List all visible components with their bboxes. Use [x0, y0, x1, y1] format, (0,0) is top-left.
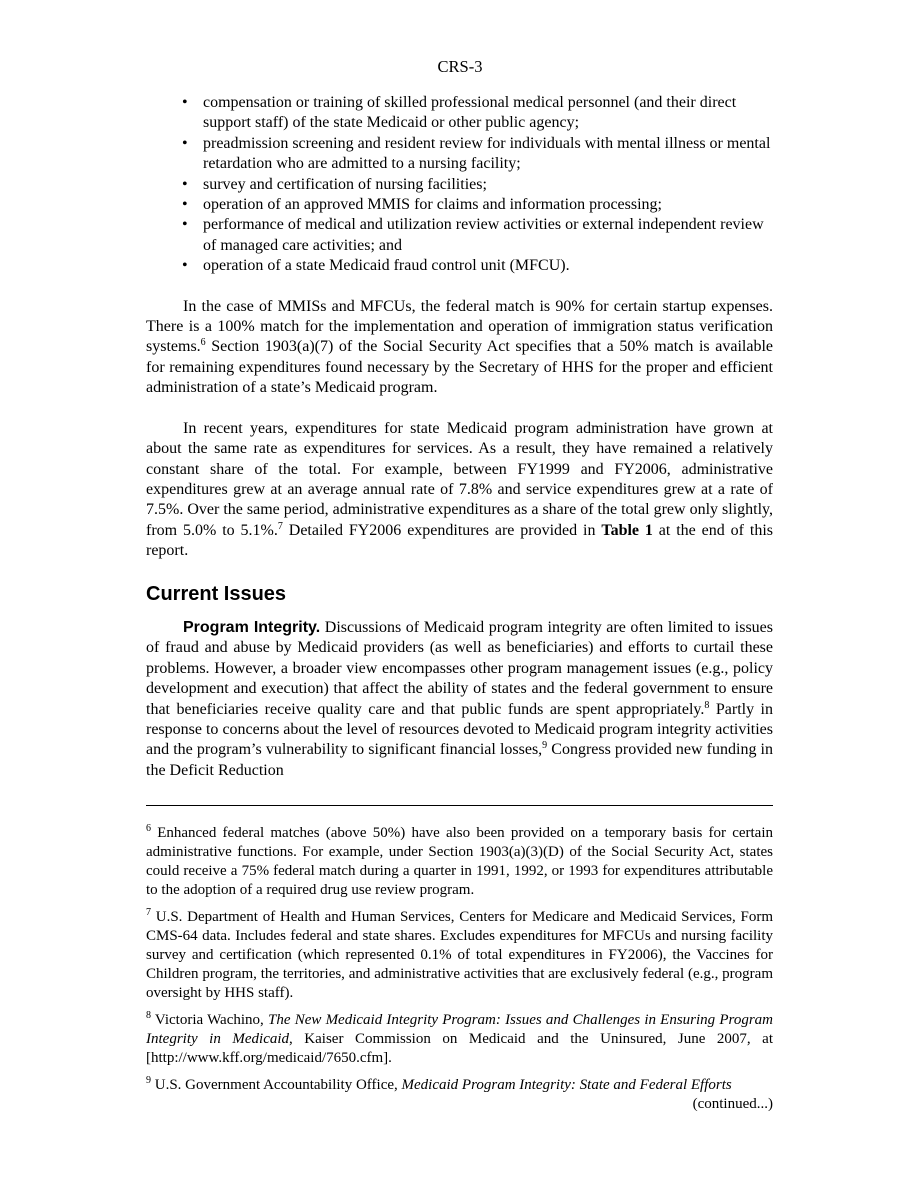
list-item-text: operation of a state Medicaid fraud control unit (MFCU). [203, 257, 570, 275]
footnote-text: Victoria Wachino, [151, 1012, 268, 1028]
list-item-text: preadmission screening and resident review for individuals with mental illness or mental retardation who are admitted to a nursing facility; [203, 134, 771, 173]
footnotes [146, 824, 773, 1114]
paragraph-text: Discussions of Medicaid program integrity are often limited to issues of fraud and abuse by Medicaid providers (as well as beneficiaries) and efforts to curtail these problems. However, a broader view encompasses other program management issues (e.g., policy development and execution) that affect the ability of states and the federal government to ensure that beneficiaries receive quality care and that public funds are spent appropriately. [146, 618, 773, 718]
footnote-9 [146, 1076, 773, 1095]
footnote-6 [146, 824, 773, 900]
footnote-text[interactable]: , Kaiser Commission on Medicaid and the Uninsured, June 2007, at [http://www.kff.org/medicaid/7650.cfm]. [146, 1031, 774, 1066]
list-item-text: operation of an approved MMIS for claims and information processing; [203, 196, 662, 214]
bullet-icon: • [182, 134, 188, 152]
paragraph-text: Congress provided new funding in the Deficit Reduction [146, 741, 773, 779]
list-item [182, 215, 773, 256]
cited-title: The New Medicaid Integrity Program: Issues and Challenges in Ensuring Program Integrity in Medicaid [146, 1012, 773, 1047]
list-item [182, 195, 773, 215]
list-item [182, 175, 773, 195]
footnote-ref-7[interactable]: 7 [277, 520, 283, 532]
footnote-text: U.S. Government Accountability Office, [151, 1077, 402, 1093]
paragraph-text: Partly in response to concerns about the level of resources devoted to Medicaid program integrity activities and the program’s vulnerability to significant financial losses, [146, 700, 774, 759]
paragraph-program-integrity [146, 618, 773, 781]
footnote-ref-8[interactable]: 8 [704, 699, 710, 711]
bullet-icon: • [182, 257, 188, 275]
footnote-ref-9[interactable]: 9 [542, 740, 548, 752]
list-item-text: compensation or training of skilled professional medical personnel (and their direct support staff) of the state Medicaid or other public agency; [203, 94, 737, 132]
main-content [146, 93, 773, 781]
table-reference: Table 1 [601, 521, 653, 539]
paragraph-text: Detailed FY2006 expenditures are provided in [282, 521, 602, 539]
paragraph-text: Section 1903(a)(7) of the Social Security Act specifies that a 50% match is available for remaining expenditures found necessary by the Secretary of HHS for the proper and efficient administration of a state’s Medicaid program. [146, 338, 773, 397]
footnote-8 [146, 1011, 773, 1068]
bullet-icon: • [182, 175, 188, 193]
list-item-text: survey and certification of nursing facilities; [203, 175, 487, 193]
bullet-list [146, 93, 773, 277]
footnote-7 [146, 908, 773, 1003]
paragraph-text: In recent years, expenditures for state Medicaid program administration have grown at about the same rate as expenditures for services. As a result, they have remained a relatively constant share of the total. For example, between FY1999 and FY2006, administrative expenditures grew at an average annual rate of 7.8% and service expenditures grew at a rate of 7.5%. Over the same period, administrative expenditures as a share of the total grew only slightly, from 5.0% to 5.1%. [146, 419, 773, 539]
footnote-number: 8 [146, 1010, 151, 1021]
footnote-number: 7 [146, 907, 151, 918]
bullet-icon: • [182, 196, 188, 214]
continued-note: (continued...) [692, 1096, 773, 1112]
footnote-number: 6 [146, 823, 151, 834]
footnote-text: Enhanced federal matches (above 50%) have also been provided on a temporary basis for certain administrative functions. For example, under Section 1903(a)(3)(D) of the Social Security Act, states could receive a 75% federal match during a quarter in 1991, 1992, or 1993 for expenditures attributable to the adoption of a required drug use review program. [146, 825, 773, 898]
paragraph-expenditure-trends [146, 419, 773, 562]
list-item-text: performance of medical and utilization review activities or external independent review of managed care activities; and [203, 216, 764, 254]
paragraph-text: In the case of MMISs and MFCUs, the federal match is 90% for certain startup expenses. There is a 100% match for the implementation and operation of immigration status verification systems. [146, 297, 773, 356]
list-item [182, 256, 773, 276]
footnote-divider [146, 805, 773, 806]
bullet-icon: • [182, 94, 188, 111]
footnote-number: 9 [146, 1075, 151, 1086]
page-header: CRS-3 [437, 57, 483, 76]
paragraph-text: at the end of this report. [146, 521, 773, 560]
section-heading: Current Issues [146, 582, 287, 605]
footnote-ref-6[interactable]: 6 [200, 337, 206, 349]
list-item [182, 134, 773, 175]
list-item [182, 93, 773, 134]
footnote-text: U.S. Department of Health and Human Services, Centers for Medicare and Medicaid Services, Form CMS-64 data. Includes federal and state shares. Excludes expenditures for MFCUs and nursing facility survey and certification (which represented 0.1% of total expenditures in FY2006), the Vaccines for Children program, the territories, and administrative activities that are exclusively federal (e.g., program oversight by HHS staff). [146, 909, 773, 1001]
bullet-icon: • [182, 216, 188, 234]
run-in-heading: Program Integrity. [183, 618, 321, 636]
cited-title: Medicaid Program Integrity: State and Federal Efforts [401, 1077, 732, 1093]
paragraph-match-rates [146, 297, 773, 399]
